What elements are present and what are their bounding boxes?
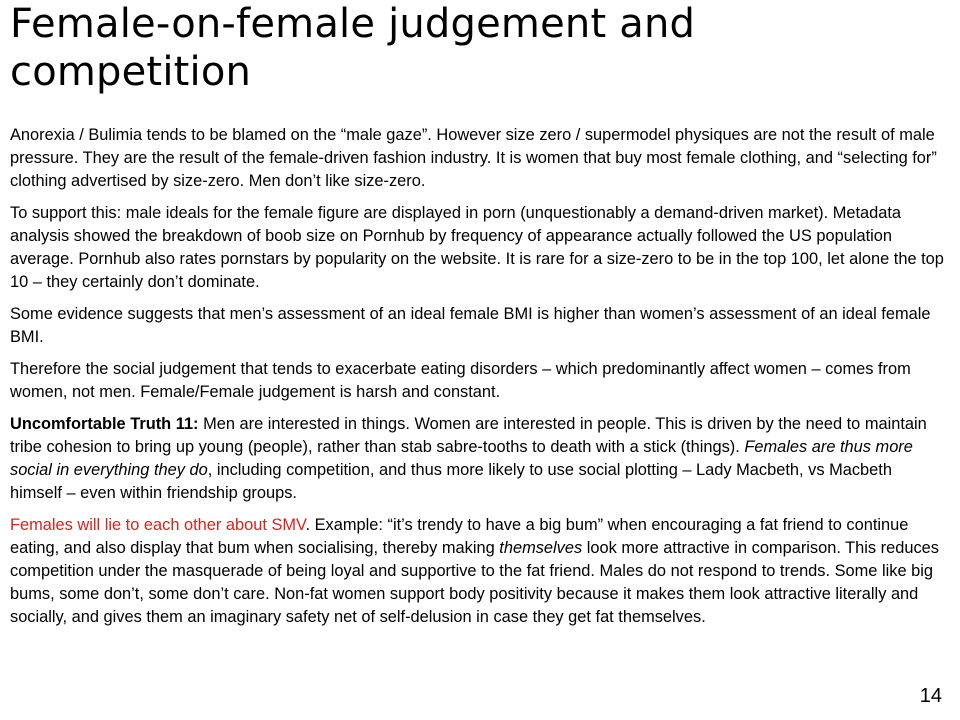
smv-text-a: . Example: “it’s trendy to have a big bum” when encouraging a fat friend to continue eating, and also display that bum when socialising, thereby making <box>10 516 909 557</box>
slide-body <box>10 124 946 638</box>
paragraph-conclusion: Therefore the social judgement that tends to exacerbate eating disorders – which predominantly affect women – comes from women, not men. Female/Female judgement is harsh and constant. <box>10 360 911 401</box>
smv-italic: themselves <box>499 539 583 557</box>
page-number: 14 <box>919 685 942 707</box>
uncomfortable-truth-italic: Females are thus more social in everything they do <box>10 438 913 479</box>
uncomfortable-truth-text-b: , including competition, and thus more likely to use social plotting – Lady Macbeth, vs Macbeth himself – even within friendship groups. <box>10 461 892 502</box>
uncomfortable-truth-text-a: Men are interested in things. Women are interested in people. This is driven by the need to maintain tribe cohesion to bring up young (people), rather than stab sabre-tooths to death with a stick (things). <box>10 415 927 456</box>
paragraph-porn-evidence: To support this: male ideals for the female figure are displayed in porn (unquestionably a demand-driven market). Metadata analysis showed the breakdown of boob size on Pornhub by frequency of appearance actually followed the US population average. Pornhub also rates pornstars by popularity on the website. It is rare for a size-zero to be in the top 100, let alone the top 10 – they certainly don’t dominate. <box>10 204 944 291</box>
uncomfortable-truth-label: Uncomfortable Truth 11: <box>10 415 199 433</box>
slide-title: Female-on-female judgement and competition <box>10 1 696 95</box>
smv-highlight: Females will lie to each other about SMV <box>10 516 306 534</box>
paragraph-anorexia: Anorexia / Bulimia tends to be blamed on the “male gaze”. However size zero / supermodel physiques are not the result of male pressure. They are the result of the female-driven fashion industry. It is women that buy most female clothing, and “selecting for” clothing advertised by size-zero. Men don’t like size-zero. <box>10 126 937 190</box>
paragraph-bmi-evidence: Some evidence suggests that men’s assessment of an ideal female BMI is higher than women’s assessment of an ideal female BMI. <box>10 305 931 346</box>
paragraph-uncomfortable-truth <box>10 413 946 505</box>
paragraph-smv <box>10 514 946 629</box>
smv-text-b: look more attractive in comparison. This reduces competition under the masquerade of being loyal and supportive to the fat friend. Males do not respond to trends. Some like big bums, some don’t, some don’t care. Non-fat women support body positivity because it makes them look attractive literally and socially, and gives them an imaginary safety net of self-delusion in case they get fat themselves. <box>10 539 939 626</box>
